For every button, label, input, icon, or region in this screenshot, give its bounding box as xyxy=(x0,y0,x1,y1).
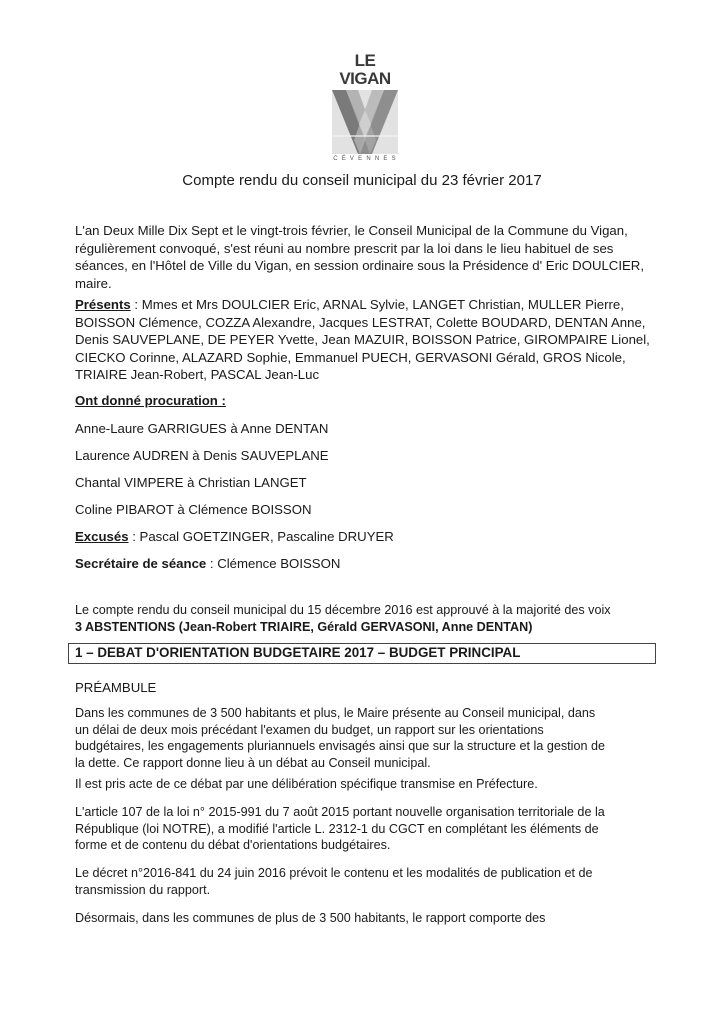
presents-line: TRIAIRE Jean-Robert, PASCAL Jean-Luc xyxy=(75,367,320,383)
preamble-paragraph-2 xyxy=(75,776,655,794)
presents-line: CIECKO Corinne, ALAZARD Sophie, Emmanuel PUECH, GERVASONI Gérald, GROS Nicole, xyxy=(75,349,626,365)
paragraph-line: Le décret n°2016-841 du 24 juin 2016 prévoit le contenu et les modalités de publication et de xyxy=(75,866,593,880)
preamble-paragraph-5 xyxy=(75,910,655,928)
section-header-box xyxy=(68,643,656,664)
approval-text: Le compte rendu du conseil municipal du 15 décembre 2016 est approuvé à la majorité des voix xyxy=(75,603,611,617)
presents-line: BOISSON Clémence, COZZA Alexandre, Jacques LESTRAT, Colette BOUDARD, DENTAN Anne, xyxy=(75,314,646,330)
logo-crossed-v-emblem-icon xyxy=(332,90,398,154)
intro-line: maire. xyxy=(75,275,112,291)
procuration-item: Anne-Laure GARRIGUES à Anne DENTAN xyxy=(75,421,329,436)
preamble-paragraph-3 xyxy=(75,804,655,854)
paragraph-line: forme et de contenu du débat d'orientations budgétaires. xyxy=(75,838,391,853)
excuses-value: : Pascal GOETZINGER, Pascaline DRUYER xyxy=(128,529,394,544)
procuration-item: Coline PIBAROT à Clémence BOISSON xyxy=(75,502,312,517)
intro-line: L'an Deux Mille Dix Sept et le vingt-trois février, le Conseil Municipal de la Commune du Vigan, xyxy=(75,223,628,238)
procurations-label: Ont donné procuration : xyxy=(75,393,226,408)
logo-subtitle: CÉVENNES xyxy=(333,156,400,162)
secretaire-label: Secrétaire de séance xyxy=(75,556,207,571)
preamble-paragraph-4 xyxy=(75,865,655,898)
presents-line xyxy=(75,296,655,314)
preamble-paragraph-1 xyxy=(75,705,655,771)
secretaire-line xyxy=(75,556,340,571)
paragraph-line: budgétaires, les engagements pluriannuels envisagés ainsi que sur la structure et la gestion de xyxy=(75,739,605,754)
intro-line: séances, en l'Hôtel de Ville du Vigan, en session ordinaire sous la Présidence d' Eric DOULCIER, xyxy=(75,258,644,274)
paragraph-line: République (loi NOTRE), a modifié l'article L. 2312-1 du CGCT en complétant les éléments de xyxy=(75,821,599,836)
presents-separator: : xyxy=(130,297,142,312)
paragraph-line: Dans les communes de 3 500 habitants et plus, le Maire présente au Conseil municipal, dans xyxy=(75,706,596,720)
paragraph-line: un délai de deux mois précédant l'examen du budget, un rapport sur les orientations xyxy=(75,722,544,737)
intro-paragraph xyxy=(75,222,655,292)
paragraph-line: L'article 107 de la loi n° 2015-991 du 7 août 2015 portant nouvelle organisation territoriale de la xyxy=(75,805,605,819)
logo-title: LE VIGAN xyxy=(339,51,391,88)
presents-label: Présents xyxy=(75,297,131,312)
procuration-item: Laurence AUDREN à Denis SAUVEPLANE xyxy=(75,448,329,463)
paragraph-line: la dette. Ce rapport donne lieu à un débat au Conseil municipal. xyxy=(75,755,431,770)
presents-names: Mmes et Mrs DOULCIER Eric, ARNAL Sylvie, LANGET Christian, MULLER Pierre, xyxy=(141,297,624,312)
secretaire-value: : Clémence BOISSON xyxy=(206,556,341,571)
approval-abstentions: 3 ABSTENTIONS (Jean-Robert TRIAIRE, Gérald GERVASONI, Anne DENTAN) xyxy=(75,620,533,634)
section-title: 1 – DEBAT D'ORIENTATION BUDGETAIRE 2017 – BUDGET PRINCIPAL xyxy=(75,645,521,660)
presents-paragraph xyxy=(75,296,655,384)
procuration-item: Chantal VIMPERE à Christian LANGET xyxy=(75,475,307,490)
preamble-heading: PRÉAMBULE xyxy=(75,680,157,695)
excuses-label: Excusés xyxy=(75,529,129,544)
excuses-line xyxy=(75,529,394,544)
presents-line: Denis SAUVEPLANE, DE PEYER Yvette, Jean MAZUIR, BOISSON Patrice, GIROMPAIRE Lionel, xyxy=(75,332,650,348)
paragraph-line: transmission du rapport. xyxy=(75,882,211,897)
document-title: Compte rendu du conseil municipal du 23 février 2017 xyxy=(182,172,542,189)
paragraph-line: Il est pris acte de ce débat par une délibération spécifique transmise en Préfecture. xyxy=(75,777,538,791)
le-vigan-logo xyxy=(329,52,401,162)
intro-line: régulièrement convoqué, s'est réuni au nombre prescrit par la loi dans le lieu habituel de ses xyxy=(75,240,614,256)
paragraph-line: Désormais, dans les communes de plus de 3 500 habitants, le rapport comporte des xyxy=(75,911,546,925)
